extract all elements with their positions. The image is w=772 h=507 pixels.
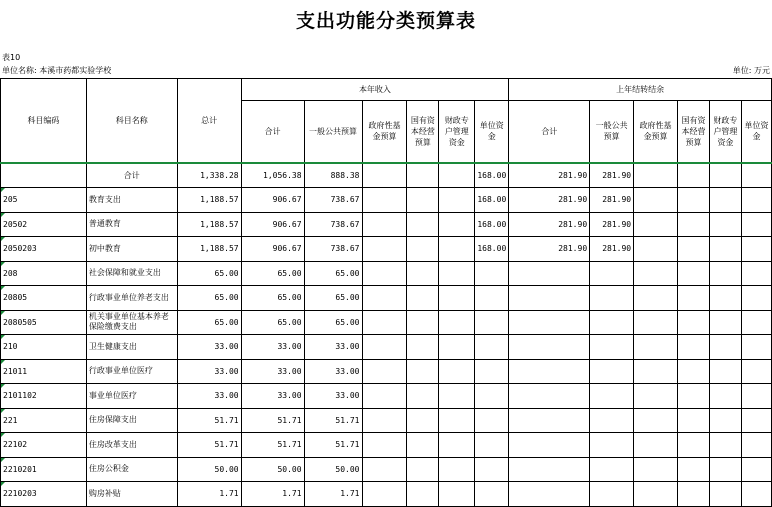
table-row	[1, 433, 772, 458]
row-fiscal-special	[439, 359, 475, 384]
row-subtotal: 33.00	[241, 384, 304, 409]
row-fund-budget	[362, 482, 407, 507]
row-unit-funds: 168.00	[475, 188, 509, 213]
page-title: 支出功能分类预算表	[295, 10, 476, 32]
row-carry-fiscal-special	[709, 408, 741, 433]
row-state-capital	[407, 457, 439, 482]
table-row	[1, 237, 772, 262]
row-code: 208	[1, 261, 87, 286]
total-total: 1,338.28	[177, 163, 241, 188]
row-carry-general-budget	[590, 261, 634, 286]
row-fiscal-special	[439, 335, 475, 360]
row-carry-subtotal: 281.90	[509, 188, 590, 213]
row-name: 初中教育	[86, 237, 177, 262]
header-unit-funds: 单位资金	[475, 101, 509, 163]
row-state-capital	[407, 408, 439, 433]
row-total: 65.00	[177, 310, 241, 335]
row-carry-state-capital	[678, 188, 710, 213]
header-subtotal: 合计	[241, 101, 304, 163]
row-carry-unit-funds	[741, 457, 771, 482]
row-fiscal-special	[439, 237, 475, 262]
row-name: 事业单位医疗	[86, 384, 177, 409]
row-carry-fund-budget	[634, 457, 678, 482]
row-carry-unit-funds	[741, 286, 771, 311]
header-current-income: 本年收入	[241, 79, 509, 101]
row-state-capital	[407, 286, 439, 311]
row-unit-funds	[475, 310, 509, 335]
row-carry-unit-funds	[741, 212, 771, 237]
header-fund-budget: 政府性基金预算	[362, 101, 407, 163]
row-carry-subtotal	[509, 286, 590, 311]
row-carry-state-capital	[678, 261, 710, 286]
row-carry-general-budget: 281.90	[590, 212, 634, 237]
row-subtotal: 33.00	[241, 335, 304, 360]
row-general-budget: 738.67	[304, 237, 362, 262]
total-state	[407, 163, 439, 188]
row-carry-fiscal-special	[709, 261, 741, 286]
row-carry-fiscal-special	[709, 310, 741, 335]
header-total: 总计	[177, 79, 241, 163]
row-carry-subtotal	[509, 310, 590, 335]
row-fiscal-special	[439, 286, 475, 311]
row-general-budget: 738.67	[304, 212, 362, 237]
row-fund-budget	[362, 457, 407, 482]
row-subtotal: 1.71	[241, 482, 304, 507]
row-carry-general-budget	[590, 433, 634, 458]
row-fund-budget	[362, 310, 407, 335]
row-carry-state-capital	[678, 457, 710, 482]
row-carry-general-budget	[590, 359, 634, 384]
row-unit-funds	[475, 433, 509, 458]
row-carry-unit-funds	[741, 310, 771, 335]
row-carry-subtotal	[509, 457, 590, 482]
row-fund-budget	[362, 237, 407, 262]
header-carry-general-budget: 一般公共预算	[590, 101, 634, 163]
budget-table	[0, 78, 772, 507]
row-fund-budget	[362, 188, 407, 213]
row-carry-fiscal-special	[709, 335, 741, 360]
row-subtotal: 906.67	[241, 212, 304, 237]
header-carry-unit-funds: 单位资金	[741, 101, 771, 163]
row-fund-budget	[362, 359, 407, 384]
table-row	[1, 310, 772, 335]
row-carry-state-capital	[678, 359, 710, 384]
header-general-budget: 一般公共预算	[304, 101, 362, 163]
row-fiscal-special	[439, 261, 475, 286]
header-carry-fiscal-special: 财政专户管理资金	[709, 101, 741, 163]
header-state-capital: 国有资本经营预算	[407, 101, 439, 163]
row-total: 1,188.57	[177, 188, 241, 213]
row-unit-funds: 168.00	[475, 212, 509, 237]
row-subtotal: 65.00	[241, 310, 304, 335]
row-total: 65.00	[177, 286, 241, 311]
row-carry-state-capital	[678, 335, 710, 360]
row-carry-fiscal-special	[709, 237, 741, 262]
row-carry-state-capital	[678, 310, 710, 335]
row-general-budget: 51.71	[304, 408, 362, 433]
row-general-budget: 1.71	[304, 482, 362, 507]
row-carry-state-capital	[678, 212, 710, 237]
row-carry-subtotal	[509, 482, 590, 507]
row-state-capital	[407, 261, 439, 286]
row-fund-budget	[362, 335, 407, 360]
row-carry-fund-budget	[634, 482, 678, 507]
row-code: 20502	[1, 212, 87, 237]
row-name: 住房公积金	[86, 457, 177, 482]
row-name: 教育支出	[86, 188, 177, 213]
row-unit-funds	[475, 457, 509, 482]
row-general-budget: 738.67	[304, 188, 362, 213]
row-total: 1,188.57	[177, 237, 241, 262]
header-carry-subtotal: 合计	[509, 101, 590, 163]
total-fiscal	[439, 163, 475, 188]
row-name: 住房保障支出	[86, 408, 177, 433]
row-unit-funds	[475, 408, 509, 433]
row-total: 51.71	[177, 433, 241, 458]
row-code: 2210201	[1, 457, 87, 482]
row-general-budget: 65.00	[304, 286, 362, 311]
row-state-capital	[407, 310, 439, 335]
row-fiscal-special	[439, 188, 475, 213]
total-row	[1, 163, 772, 188]
row-state-capital	[407, 384, 439, 409]
row-carry-fund-budget	[634, 212, 678, 237]
row-carry-general-budget: 281.90	[590, 237, 634, 262]
row-name: 行政事业单位医疗	[86, 359, 177, 384]
row-carry-unit-funds	[741, 359, 771, 384]
unit-name: 单位名称: 本溪市药都实验学校	[2, 66, 112, 75]
row-carry-fund-budget	[634, 237, 678, 262]
table-row	[1, 384, 772, 409]
header-name: 科目名称	[86, 79, 177, 163]
row-general-budget: 33.00	[304, 359, 362, 384]
row-subtotal: 51.71	[241, 408, 304, 433]
row-carry-state-capital	[678, 408, 710, 433]
row-general-budget: 50.00	[304, 457, 362, 482]
row-carry-fiscal-special	[709, 433, 741, 458]
row-carry-fund-budget	[634, 310, 678, 335]
row-code: 2050203	[1, 237, 87, 262]
row-carry-subtotal	[509, 433, 590, 458]
table-row	[1, 408, 772, 433]
row-carry-fund-budget	[634, 359, 678, 384]
row-carry-general-budget	[590, 408, 634, 433]
row-fund-budget	[362, 286, 407, 311]
row-fund-budget	[362, 261, 407, 286]
total-label: 合计	[86, 163, 177, 188]
row-total: 1,188.57	[177, 212, 241, 237]
row-total: 33.00	[177, 384, 241, 409]
row-carry-unit-funds	[741, 188, 771, 213]
row-carry-subtotal: 281.90	[509, 237, 590, 262]
total-carry-fiscal	[709, 163, 741, 188]
table-row	[1, 482, 772, 507]
total-carry-unit	[741, 163, 771, 188]
row-subtotal: 906.67	[241, 237, 304, 262]
row-unit-funds	[475, 335, 509, 360]
total-carry-subtotal: 281.90	[509, 163, 590, 188]
row-state-capital	[407, 433, 439, 458]
row-carry-fiscal-special	[709, 359, 741, 384]
row-unit-funds	[475, 482, 509, 507]
row-total: 1.71	[177, 482, 241, 507]
total-carry-state	[678, 163, 710, 188]
row-fund-budget	[362, 433, 407, 458]
header-carryover: 上年结转结余	[509, 79, 772, 101]
row-carry-general-budget	[590, 335, 634, 360]
row-fund-budget	[362, 384, 407, 409]
row-carry-fund-budget	[634, 384, 678, 409]
row-fiscal-special	[439, 384, 475, 409]
row-unit-funds: 168.00	[475, 237, 509, 262]
row-name: 卫生健康支出	[86, 335, 177, 360]
row-carry-fund-budget	[634, 261, 678, 286]
unit-label: 单位: 万元	[732, 66, 770, 75]
row-unit-funds	[475, 384, 509, 409]
row-carry-state-capital	[678, 384, 710, 409]
row-carry-state-capital	[678, 286, 710, 311]
table-row	[1, 188, 772, 213]
row-carry-subtotal	[509, 335, 590, 360]
row-fiscal-special	[439, 457, 475, 482]
row-subtotal: 50.00	[241, 457, 304, 482]
table-row	[1, 359, 772, 384]
total-code-cell	[1, 163, 87, 188]
total-unit: 168.00	[475, 163, 509, 188]
row-name: 住房改革支出	[86, 433, 177, 458]
row-code: 21011	[1, 359, 87, 384]
header-code: 科目编码	[1, 79, 87, 163]
row-carry-fund-budget	[634, 286, 678, 311]
row-code: 2101102	[1, 384, 87, 409]
row-carry-unit-funds	[741, 482, 771, 507]
row-fund-budget	[362, 408, 407, 433]
row-total: 33.00	[177, 335, 241, 360]
row-fund-budget	[362, 212, 407, 237]
row-state-capital	[407, 212, 439, 237]
row-carry-fund-budget	[634, 433, 678, 458]
total-carry-general: 281.90	[590, 163, 634, 188]
row-name: 普通教育	[86, 212, 177, 237]
total-carry-fund	[634, 163, 678, 188]
row-carry-fund-budget	[634, 408, 678, 433]
row-unit-funds	[475, 286, 509, 311]
row-total: 51.71	[177, 408, 241, 433]
row-state-capital	[407, 359, 439, 384]
row-state-capital	[407, 188, 439, 213]
row-carry-fiscal-special	[709, 188, 741, 213]
row-carry-state-capital	[678, 482, 710, 507]
row-carry-general-budget	[590, 457, 634, 482]
row-general-budget: 51.71	[304, 433, 362, 458]
row-carry-subtotal	[509, 408, 590, 433]
row-state-capital	[407, 237, 439, 262]
row-subtotal: 906.67	[241, 188, 304, 213]
row-carry-subtotal	[509, 261, 590, 286]
row-name: 行政事业单位养老支出	[86, 286, 177, 311]
row-carry-fiscal-special	[709, 212, 741, 237]
row-carry-unit-funds	[741, 384, 771, 409]
row-fiscal-special	[439, 212, 475, 237]
row-carry-general-budget	[590, 482, 634, 507]
row-name: 购房补贴	[86, 482, 177, 507]
row-state-capital	[407, 335, 439, 360]
row-unit-funds	[475, 261, 509, 286]
row-code: 2210203	[1, 482, 87, 507]
row-carry-fund-budget	[634, 188, 678, 213]
row-carry-fiscal-special	[709, 384, 741, 409]
row-general-budget: 33.00	[304, 384, 362, 409]
total-general: 888.38	[304, 163, 362, 188]
table-row	[1, 457, 772, 482]
row-fiscal-special	[439, 408, 475, 433]
row-code: 22102	[1, 433, 87, 458]
row-code: 20805	[1, 286, 87, 311]
row-name: 机关事业单位基本养老保险缴费支出	[86, 310, 177, 335]
row-fiscal-special	[439, 310, 475, 335]
table-number: 表10	[2, 53, 21, 62]
row-general-budget: 33.00	[304, 335, 362, 360]
row-fiscal-special	[439, 433, 475, 458]
row-carry-state-capital	[678, 237, 710, 262]
header-carry-state-capital: 国有资本经营预算	[678, 101, 710, 163]
row-carry-subtotal	[509, 384, 590, 409]
row-subtotal: 65.00	[241, 261, 304, 286]
row-code: 221	[1, 408, 87, 433]
row-total: 50.00	[177, 457, 241, 482]
row-carry-general-budget	[590, 286, 634, 311]
row-subtotal: 65.00	[241, 286, 304, 311]
row-name: 社会保障和就业支出	[86, 261, 177, 286]
row-unit-funds	[475, 359, 509, 384]
row-total: 33.00	[177, 359, 241, 384]
row-carry-subtotal	[509, 359, 590, 384]
row-carry-fiscal-special	[709, 457, 741, 482]
row-subtotal: 33.00	[241, 359, 304, 384]
row-carry-state-capital	[678, 433, 710, 458]
row-code: 2080505	[1, 310, 87, 335]
row-carry-subtotal: 281.90	[509, 212, 590, 237]
table-row	[1, 286, 772, 311]
row-subtotal: 51.71	[241, 433, 304, 458]
row-carry-unit-funds	[741, 237, 771, 262]
row-carry-unit-funds	[741, 261, 771, 286]
row-code: 210	[1, 335, 87, 360]
row-carry-unit-funds	[741, 433, 771, 458]
row-carry-unit-funds	[741, 335, 771, 360]
row-code: 205	[1, 188, 87, 213]
row-carry-general-budget	[590, 384, 634, 409]
row-carry-general-budget: 281.90	[590, 188, 634, 213]
table-row	[1, 335, 772, 360]
row-carry-fund-budget	[634, 335, 678, 360]
row-general-budget: 65.00	[304, 261, 362, 286]
row-general-budget: 65.00	[304, 310, 362, 335]
row-carry-fiscal-special	[709, 286, 741, 311]
row-carry-general-budget	[590, 310, 634, 335]
row-carry-fiscal-special	[709, 482, 741, 507]
table-row	[1, 261, 772, 286]
row-total: 65.00	[177, 261, 241, 286]
header-fiscal-special: 财政专户管理资金	[439, 101, 475, 163]
row-state-capital	[407, 482, 439, 507]
total-subtotal: 1,056.38	[241, 163, 304, 188]
table-row	[1, 212, 772, 237]
header-carry-fund-budget: 政府性基金预算	[634, 101, 678, 163]
row-carry-unit-funds	[741, 408, 771, 433]
row-fiscal-special	[439, 482, 475, 507]
total-fund	[362, 163, 407, 188]
